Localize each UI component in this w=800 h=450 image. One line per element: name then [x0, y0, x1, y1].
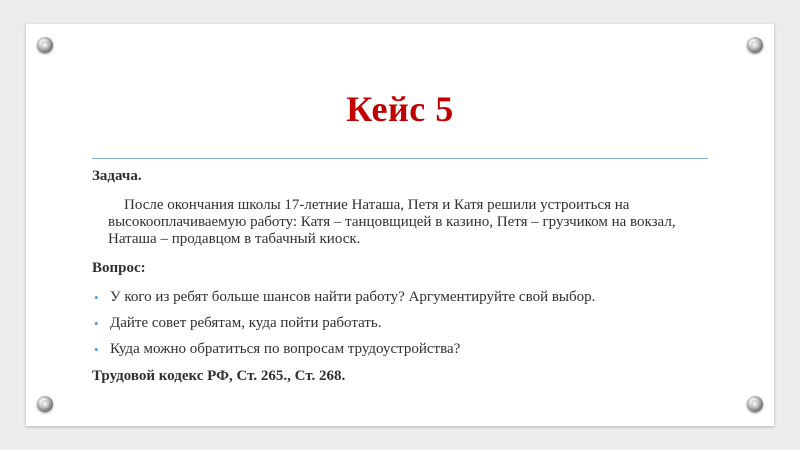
- pushpin-icon: [747, 37, 763, 53]
- question-text: Куда можно обратиться по вопросам трудоустройства?: [110, 341, 461, 357]
- list-item: [92, 289, 712, 306]
- bullet-icon: •: [94, 342, 99, 357]
- slide: [26, 24, 774, 426]
- bullet-icon: •: [94, 290, 99, 305]
- task-text: После окончания школы 17-летние Наташа, Петя и Катя решили устроиться на высокооплачиваемую работу: Катя – танцовщицей в казино, Петя – грузчиком на вокзал, Наташа – продавцом в табачный киоск.: [108, 197, 676, 247]
- task-heading: Задача.: [92, 168, 142, 184]
- question-heading: Вопрос:: [92, 260, 146, 276]
- question-list: [92, 289, 712, 358]
- slide-content: [92, 168, 712, 385]
- list-item: [92, 341, 712, 358]
- law-reference: Трудовой кодекс РФ, Ст. 265., Ст. 268.: [92, 368, 346, 384]
- question-text: У кого из ребят больше шансов найти работу? Аргументируйте свой выбор.: [110, 289, 596, 305]
- pushpin-icon: [37, 37, 53, 53]
- list-item: [92, 315, 712, 332]
- pushpin-icon: [37, 396, 53, 412]
- title-divider: [92, 158, 708, 159]
- question-text: Дайте совет ребятам, куда пойти работать.: [110, 315, 382, 331]
- slide-title: Кейс 5: [346, 89, 454, 129]
- pushpin-icon: [747, 396, 763, 412]
- bullet-icon: •: [94, 316, 99, 331]
